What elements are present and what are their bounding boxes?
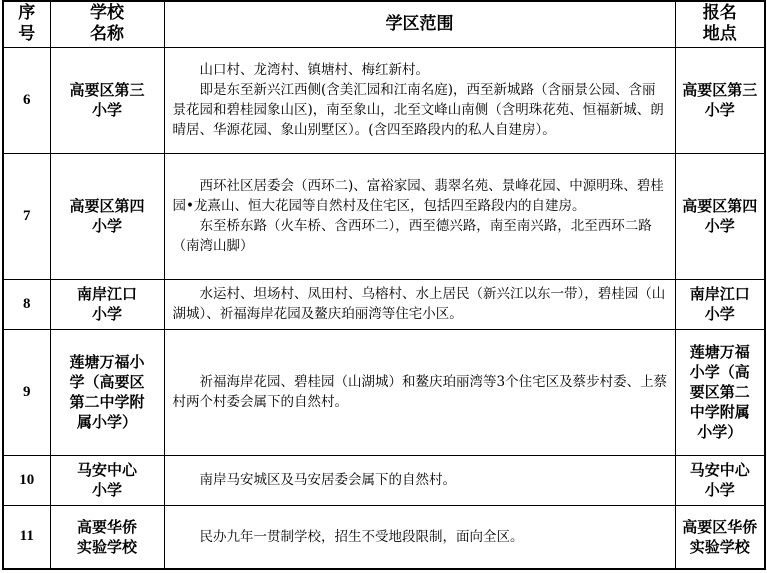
district-range <box>164 153 675 279</box>
header-school: 学校名称 <box>50 1 164 47</box>
header-row <box>3 1 765 47</box>
school-district-table <box>2 0 766 570</box>
range-paragraph: 南岸马安城区及马安居委会属下的自然村。 <box>199 472 456 488</box>
school-name: 莲塘万福小学（高要区第二中学附属小学） <box>50 329 164 455</box>
range-paragraph: 民办九年一贯制学校，招生不受地段限制，面向全区。 <box>199 528 524 545</box>
registration-place: 马安中心小学 <box>675 455 765 505</box>
school-name: 马安中心小学 <box>50 455 164 505</box>
district-range <box>164 329 675 455</box>
row-index: 6 <box>3 47 50 153</box>
range-paragraph: 水运村、坦场村、凤田村、乌榕村、水上居民（新兴江以东一带），碧桂园（山湖城）、祈福海岸花园及鳌庆珀丽湾等住宅小区。 <box>172 286 666 322</box>
registration-place: 高要区第四小学 <box>675 153 765 279</box>
table-row <box>3 329 765 455</box>
range-paragraph: 山口村、龙湾村、镇塘村、梅红新村。 <box>199 62 429 78</box>
range-paragraph: 西环社区居委会（西环二)、富裕家园、翡翠名苑、景峰花园、中源明珠、碧桂园•龙熹山、恒大花园等自然村及住宅区，包括四至路段内的自建房。 <box>172 178 664 214</box>
school-name: 高要区第三小学 <box>50 47 164 153</box>
school-name: 南岸江口小学 <box>50 279 164 329</box>
row-index: 8 <box>3 279 50 329</box>
registration-place: 南岸江口小学 <box>675 279 765 329</box>
table-row <box>3 153 765 279</box>
school-name: 高要区第四小学 <box>50 153 164 279</box>
range-paragraph: 祈福海岸花园、碧桂园（山湖城）和鳌庆珀丽湾等3个住宅区及蔡步村委、上蔡村两个村委会属下的自然村。 <box>172 374 668 410</box>
table-row <box>3 505 765 569</box>
row-index: 7 <box>3 153 50 279</box>
registration-place: 高要区华侨实验学校 <box>675 505 765 569</box>
row-index: 10 <box>3 455 50 505</box>
row-index: 9 <box>3 329 50 455</box>
range-paragraph: 即是东至新兴江西侧(含美汇园和江南名庭)，西至新城路（含丽景公园、含丽景花园和碧桂园象山区)，南至象山，北至文峰山南侧（含明珠花苑、恒福新城、朗晴居、华源花园、象山别墅区）。(含四至路段内的私人自建房）。 <box>172 82 664 138</box>
table-row <box>3 279 765 329</box>
district-range <box>164 455 675 505</box>
header-place: 报名地点 <box>675 1 765 47</box>
district-range <box>164 505 675 569</box>
table-row <box>3 455 765 505</box>
table-row <box>3 47 765 153</box>
district-range <box>164 47 675 153</box>
header-index: 序号 <box>3 1 50 47</box>
school-name: 高要华侨实验学校 <box>50 505 164 569</box>
district-range <box>164 279 675 329</box>
range-paragraph: 东至桥东路（火车桥、含西环二），西至德兴路，南至南兴路，北至西环二路（南湾山脚） <box>172 218 652 254</box>
row-index: 11 <box>3 505 50 569</box>
header-range: 学区范围 <box>164 1 675 47</box>
registration-place: 高要区第三小学 <box>675 47 765 153</box>
registration-place: 莲塘万福小学（高要区第二中学附属小学） <box>675 329 765 455</box>
